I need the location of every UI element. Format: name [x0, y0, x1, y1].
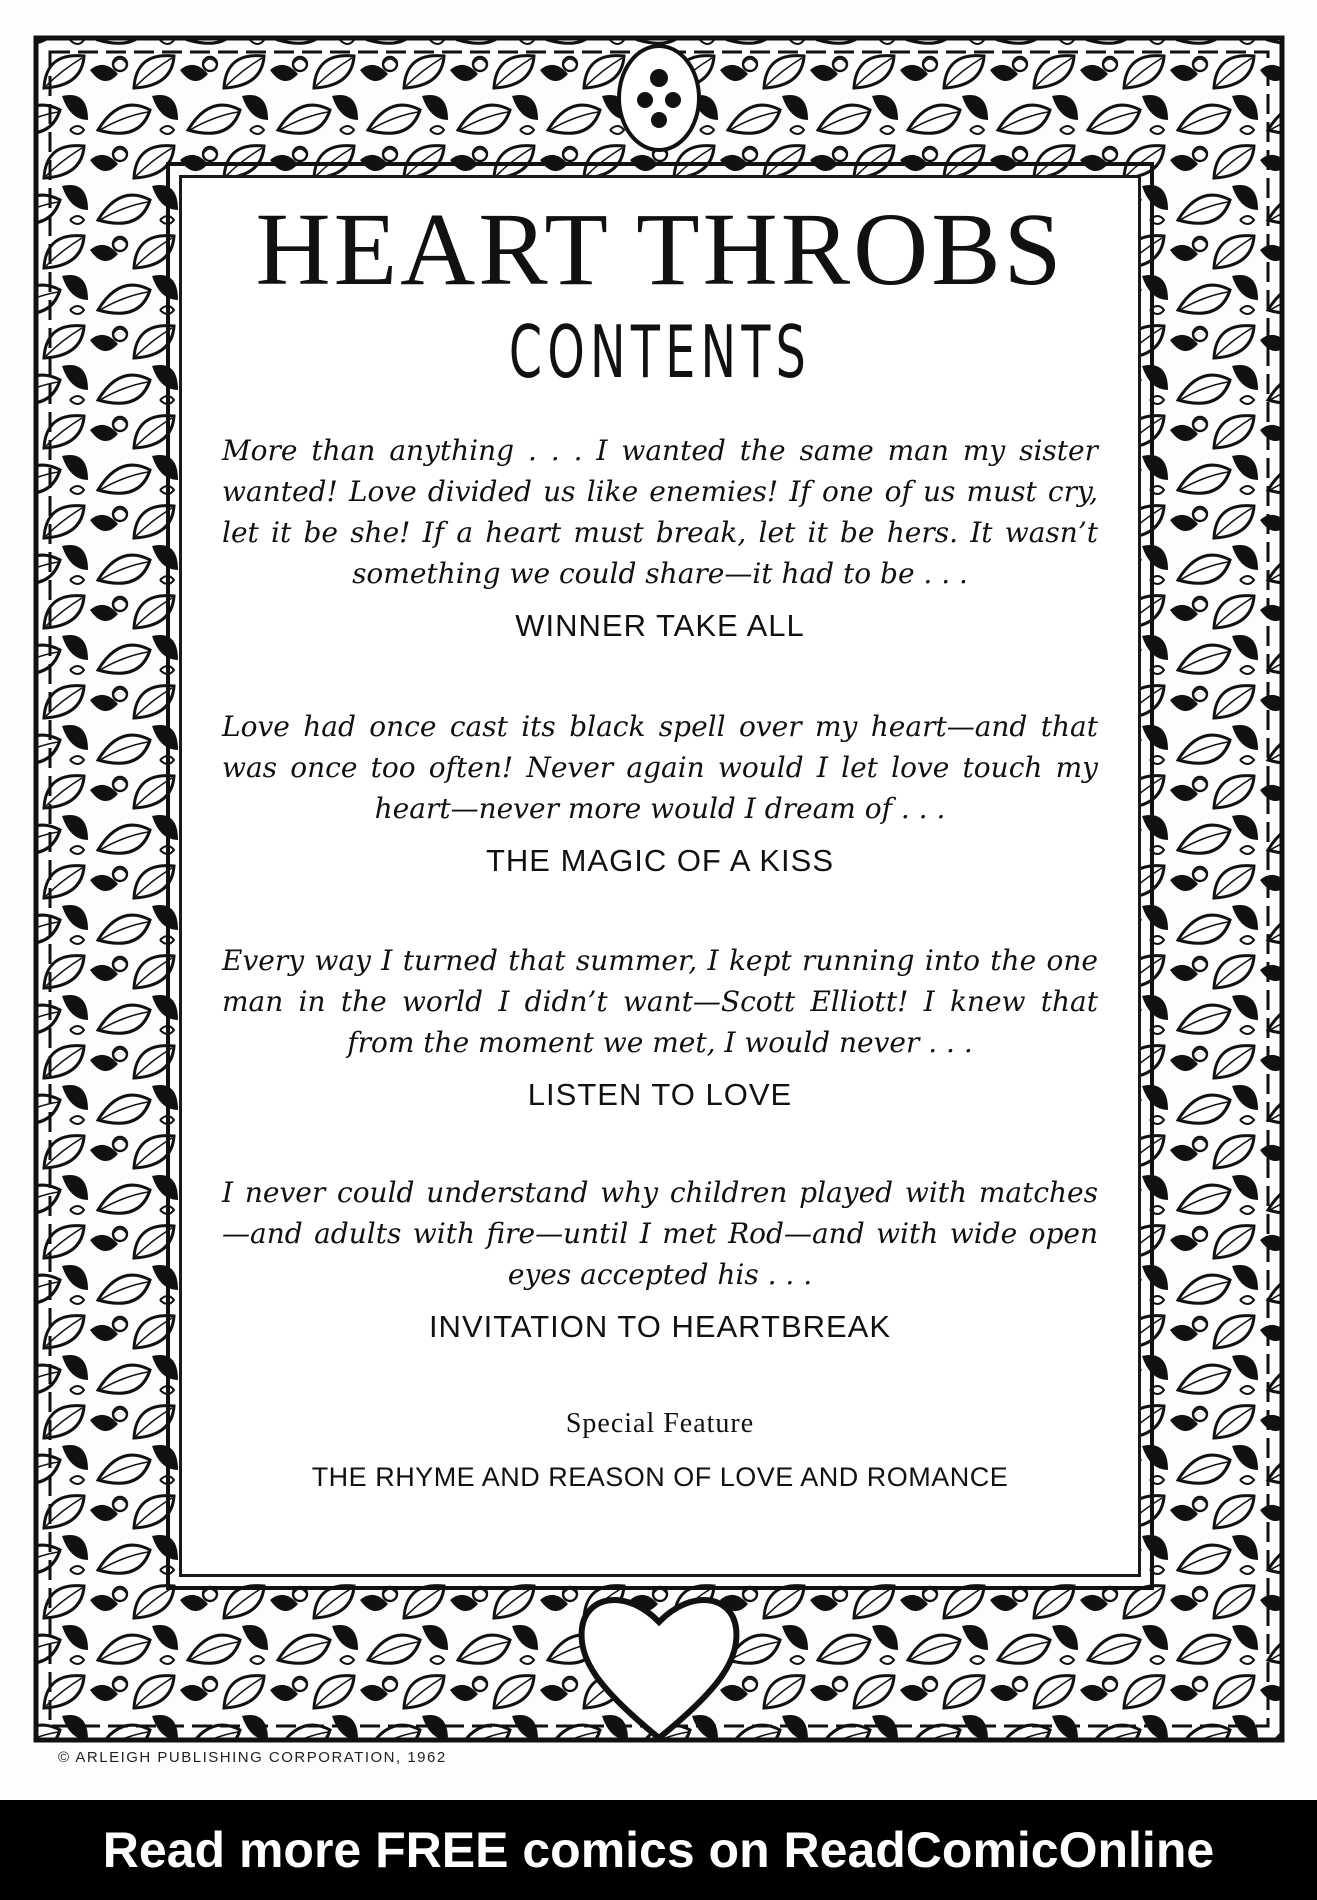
story-title: LISTEN TO LOVE	[527, 1077, 793, 1112]
special-feature-label: Special Feature	[565, 1408, 755, 1439]
page-title: HEART THROBS	[255, 192, 1065, 307]
page-subtitle: CONTENTS	[508, 310, 812, 394]
story-entry	[222, 706, 1098, 879]
promo-banner[interactable]	[0, 1800, 1317, 1900]
story-title: INVITATION TO HEARTBREAK	[428, 1309, 892, 1344]
story-entry	[222, 1172, 1098, 1345]
story-blurb: Love had once cast its black spell over my heart—and that was once too often! Never again would I let love touch my heart—never more would I dream of . . .	[222, 710, 1098, 825]
story-entry	[222, 940, 1098, 1113]
top-ornament	[619, 46, 699, 150]
special-feature-title: THE RHYME AND REASON OF LOVE AND ROMANCE	[311, 1462, 1009, 1492]
contents-panel	[182, 178, 1138, 1574]
story-blurb: I never could understand why children played with matches —and adults with fire—until I met Rod—and with wide open eyes accepted his . . .	[222, 1176, 1098, 1291]
story-blurb: More than anything . . . I wanted the same man my sister wanted! Love divided us like enemies! If one of us must cry, let it be she! If a heart must break, let it be hers. It wasn’t something we could share—it had to be . . .	[222, 434, 1098, 590]
story-title: THE MAGIC OF A KISS	[485, 843, 834, 878]
story-entry	[222, 430, 1098, 644]
story-title: WINNER TAKE ALL	[515, 608, 805, 643]
promo-banner-text[interactable]: Read more FREE comics on ReadComicOnline	[102, 1822, 1215, 1878]
story-blurb: Every way I turned that summer, I kept running into the one man in the world I didn’t want—Scott Elliott! I knew that from the moment we met, I would never . . .	[222, 944, 1098, 1059]
copyright-notice: © ARLEIGH PUBLISHING CORPORATION, 1962	[58, 1749, 447, 1766]
